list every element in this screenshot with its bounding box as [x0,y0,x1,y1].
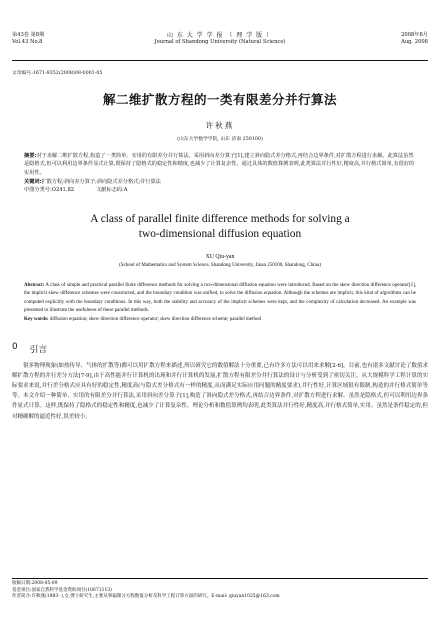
title-en-line1: A class of parallel finite difference methods for solving a [90,213,350,226]
abstract-en-label: Abstract: [24,283,45,289]
date-en: Aug. 2008 [401,39,428,45]
section-number: 0 [12,342,18,353]
author-cn: 许秋燕 [205,121,235,130]
keywords-cn [24,178,416,186]
keywords-cn-label: 关键词: [24,179,42,186]
affiliation-cn: (山东大学数学学院, 山东 济南 250100) [177,137,263,142]
abstract-en [24,282,416,315]
intro-paragraph: 很多物理现象(如热传导、气体的扩散等)都可以用扩散方程来描述,所以研究它的数值解法十分重要,已有许多方法可以用来求解[2-6]。目前,也有诸多文献讨论了数值求解扩散方程的并行差分方法[7-9],由于高性能并行计算机的出现和并行计算机的发展,扩散方程有限差分并行算法的设计与分析受到了密切关注。从大规模科学工程计算的实际要求来说,并行差分格式应具有好的稳定性,精度高(与隐式差分格式有一样的精度,从而满足实际应用问题的精度要求),并行性好,计算区域很有限制,构造的并行格式简单等等。本文介绍一种简单、实用的有限差分并行算法,采用斜向差分算子[1],构造了斜向隐式差分格式,再结合边界条件,对扩散方程进行求解。虽然是隐格式,但可以利用边界条件显式计算。这样,既保持了隐格式的稳定性和精度,也减少了计算复杂性。理论分析和数值算例均表明,此类算法并行性好,精度高,并行格式简单,实用。虽然是条件稳定的,但对精确解的逼近性好,误差较小。 [12,363,428,420]
abstract-cn-text: 对于求解二维扩散方程,构造了一类简单、实用的有限差分并行算法。采用斜向差分算子[1],建立斜向隐式差分格式,再结合边界条件,对扩散方程进行求解。此算法虽然是隐格式,但可以利用边界条件显式计算,既保持了隐格式的稳定性和精度,也减少了计算复杂性。通过具体的数值算例表明,此类算法并行性好,精度高,并行格式简单,有很好的实用性。 [24,153,415,176]
volume-info [12,32,92,46]
journal-name [92,32,348,46]
keywords-en-label: Key words: [24,317,49,323]
affiliation-en: (School of Mathematics and System Science, Shandong University, Jinan 250100, Shandong, China) [119,263,321,269]
date-cn: 2008年8月 [401,32,428,38]
footnote [12,578,428,601]
title-cn: 解二维扩散方程的一类有限差分并行算法 [102,92,337,107]
fund-info: 基金项目:国家自然科学基金资助项目(10671113) [12,587,112,593]
section-heading [12,342,428,355]
document-code: 文献标志码:A [96,187,128,194]
abstract-cn-label: 摘要: [24,153,37,159]
title-en [12,212,428,242]
journal-header [12,0,428,58]
article-number: 文章编号:1671-9352(2008)08-0001-05 [12,71,103,76]
journal-name-cn: 山 东 大 学 学 报 （ 理 学 版 ） [166,32,274,39]
author-en: XU Qiu-yan [205,254,235,261]
keywords-en-text: diffusion equation; skew direction difference operator; skew direction difference scheme; parallel method [49,317,262,323]
volume-cn: 第43卷 第8期 [12,32,45,38]
issue-date [348,32,428,46]
abstract-cn [24,152,416,177]
volume-en: Vol.43 No.8 [12,39,43,45]
journal-name-en: Journal of Shandong University (Natural Science) [154,39,286,45]
author-bio: 作者简介:许秋燕(1983- ),女,博士研究生,主要从事偏微分方程数值分析及科学工程计算方面的研究。E-mail: qiuyan1025@163.com [12,594,280,600]
header-rule [12,60,428,61]
title-en-line2: two-dimensional diffusion equation [138,228,302,241]
keywords-cn-text: 扩散方程;斜向差分算子;斜向隐式差分格式;并行算法 [41,179,161,186]
classification-cn [24,186,416,194]
clc-number: 中图分类号:O241.82 [24,187,75,194]
abstract-en-text: A class of simple and practical parallel finite difference methods for solving a two-dimensional diffusion equation were introduced. Based on the skew direction difference operator[1], the implicit skew difference schemes were constructed, and the boundary condition was unified, to solve the diffusion equation. Although the schemes are implicit, this kind of algorithms can be computed explicitly with the boundary conditions. In this way, both the stability and accuracy of the implicit schemes were kept, and the complexity of calculation decreased. An example was presented to illustrate the usefulness of these parallel methods. [24,283,416,313]
section-title: 引言 [29,345,48,356]
received-date: 收稿日期:2008-05-09 [12,581,58,586]
keywords-en [24,316,416,324]
